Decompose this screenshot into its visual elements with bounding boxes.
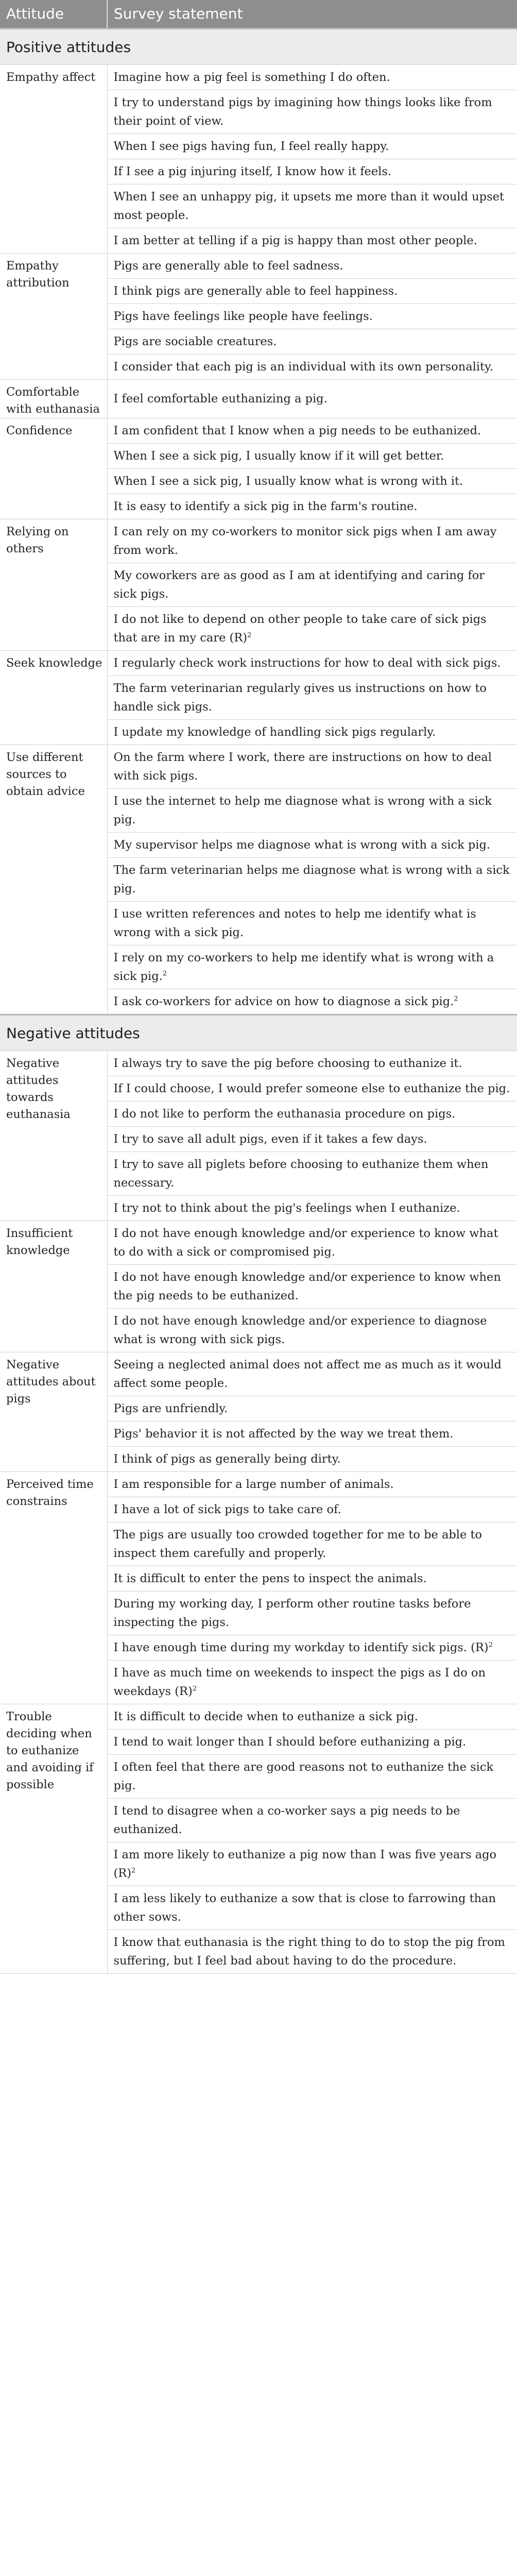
statement-text: I regularly check work instructions for how to deal with sick pigs. [113, 656, 501, 670]
attitude-category: Insufficient knowledge [0, 1221, 107, 1352]
survey-statement [107, 720, 517, 745]
statement-text: It is easy to identify a sick pig in the farm's routine. [113, 500, 418, 513]
survey-statement [107, 519, 517, 563]
attitude-category: Comfortable with euthanasia [0, 380, 107, 418]
survey-statement [107, 1660, 517, 1704]
table-row [0, 745, 517, 789]
statement-text: Imagine how a pig feel is something I do often. [113, 71, 390, 84]
attitude-category: Seek knowledge [0, 651, 107, 745]
statement-text: I always try to save the pig before choosing to euthanize it. [113, 1057, 462, 1070]
statement-text: It is difficult to enter the pens to inspect the animals. [113, 1572, 427, 1585]
statement-text: I ask co-workers for advice on how to diagnose a sick pig. [113, 995, 454, 1008]
statement-text: I can rely on my co-workers to monitor sick pigs when I am away from work. [113, 525, 497, 557]
survey-statement [107, 380, 517, 418]
survey-statement [107, 418, 517, 444]
statement-text: The pigs are usually too crowded together for me to be able to inspect them carefully and properly. [113, 1528, 482, 1560]
survey-statement [107, 789, 517, 833]
statement-text: I think pigs are generally able to feel happiness. [113, 284, 398, 298]
survey-statement [107, 1127, 517, 1152]
statement-text: During my working day, I perform other routine tasks before inspecting the pigs. [113, 1597, 471, 1629]
table-row [0, 1472, 517, 1497]
survey-statement [107, 354, 517, 380]
table-row [0, 380, 517, 418]
attitude-category: Perceived time constrains [0, 1472, 107, 1704]
statement-text: I try not to think about the pig's feelings when I euthanize. [113, 1201, 460, 1215]
footnote-marker: 2 [488, 1641, 493, 1649]
statement-text: Pigs have feelings like people have feelings. [113, 310, 373, 323]
survey-statement [107, 1704, 517, 1730]
statement-text: When I see pigs having fun, I feel really happy. [113, 140, 389, 153]
group-header-row [0, 29, 517, 65]
attitude-category: Negative attitudes about pigs [0, 1352, 107, 1472]
statement-text: I do not have enough knowledge and/or experience to diagnose what is wrong with sick pigs. [113, 1314, 487, 1346]
table-row [0, 1704, 517, 1730]
survey-statement [107, 159, 517, 184]
statement-text: I try to understand pigs by imagining how things looks like from their point of view. [113, 96, 492, 128]
survey-statement [107, 902, 517, 945]
statement-text: I do not like to perform the euthanasia procedure on pigs. [113, 1107, 456, 1121]
survey-statement [107, 1566, 517, 1591]
survey-statement [107, 134, 517, 159]
survey-statement [107, 1396, 517, 1421]
statement-text: I am responsible for a large number of animals. [113, 1478, 394, 1491]
attitude-category: Relying on others [0, 519, 107, 651]
statement-text: I try to save all adult pigs, even if it takes a few days. [113, 1132, 427, 1146]
table-row [0, 253, 517, 279]
group-header-row [0, 1015, 517, 1051]
survey-statement [107, 1265, 517, 1309]
survey-statement [107, 1152, 517, 1196]
attitude-category: Negative attitudes towards euthanasia [0, 1051, 107, 1221]
survey-statement [107, 1309, 517, 1352]
statement-text: I use written references and notes to help me identify what is wrong with a sick pig. [113, 907, 476, 939]
statement-text: I consider that each pig is an individual with its own personality. [113, 360, 493, 374]
survey-statement [107, 1842, 517, 1886]
statement-text: Pigs are sociable creatures. [113, 335, 277, 348]
table-row [0, 418, 517, 444]
survey-statement [107, 1472, 517, 1497]
statement-text: The farm veterinarian regularly gives us instructions on how to handle sick pigs. [113, 682, 487, 714]
survey-statement [107, 945, 517, 989]
statement-text: When I see a sick pig, I usually know if it will get better. [113, 449, 444, 463]
statement-text: My supervisor helps me diagnose what is wrong with a sick pig. [113, 838, 491, 852]
survey-statement [107, 858, 517, 902]
statement-text: I am more likely to euthanize a pig now than I was five years ago (R) [113, 1848, 497, 1880]
survey-statement [107, 1101, 517, 1127]
statement-text: I use the internet to help me diagnose what is wrong with a sick pig. [113, 794, 492, 826]
table-row [0, 1051, 517, 1076]
statement-text: I often feel that there are good reasons not to euthanize the sick pig. [113, 1760, 494, 1792]
survey-statement [107, 90, 517, 134]
group-title: Negative attitudes [0, 1015, 517, 1051]
survey-statement [107, 607, 517, 651]
survey-statement [107, 329, 517, 354]
survey-statement [107, 228, 517, 253]
survey-statement [107, 1352, 517, 1396]
statement-text: I think of pigs as generally being dirty. [113, 1452, 341, 1466]
survey-statement [107, 1799, 517, 1842]
survey-statement [107, 1930, 517, 1974]
statement-text: I update my knowledge of handling sick pigs regularly. [113, 725, 436, 739]
statement-text: I have enough time during my workday to identify sick pigs. (R) [113, 1641, 489, 1654]
statement-text: I try to save all piglets before choosing to euthanize them when necessary. [113, 1158, 489, 1190]
survey-statement [107, 1076, 517, 1101]
attitude-column-header: Attitude [0, 0, 107, 29]
attitude-category: Use different sources to obtain advice [0, 745, 107, 1015]
survey-statement [107, 184, 517, 228]
survey-statement [107, 676, 517, 720]
statement-text: I do not have enough knowledge and/or experience to know when the pig needs to be euthanized. [113, 1270, 501, 1302]
statement-text: I rely on my co-workers to help me identify what is wrong with a sick pig. [113, 951, 494, 983]
table-row [0, 1352, 517, 1396]
survey-statement [107, 1497, 517, 1522]
statement-text: When I see an unhappy pig, it upsets me more than it would upset most people. [113, 190, 504, 222]
attitude-category: Empathy affect [0, 65, 107, 253]
survey-statement [107, 494, 517, 519]
table-row [0, 65, 517, 90]
statement-text: Pigs are generally able to feel sadness. [113, 259, 343, 273]
statement-text: The farm veterinarian helps me diagnose what is wrong with a sick pig. [113, 863, 510, 895]
statement-text: On the farm where I work, there are instructions on how to deal with sick pigs. [113, 751, 492, 783]
survey-statement [107, 469, 517, 494]
survey-statement [107, 745, 517, 789]
footnote-marker: 2 [192, 1685, 197, 1693]
statement-text: I feel comfortable euthanizing a pig. [113, 392, 328, 405]
survey-statement [107, 1591, 517, 1635]
survey-statement [107, 1221, 517, 1265]
statement-text: I have as much time on weekends to inspect the pigs as I do on weekdays (R) [113, 1666, 486, 1698]
statement-text: Seeing a neglected animal does not affect me as much as it would affect some people. [113, 1358, 502, 1390]
survey-statement [107, 1421, 517, 1447]
table-row [0, 519, 517, 563]
statement-text: I have a lot of sick pigs to take care of. [113, 1503, 341, 1516]
statement-text: Pigs' behavior it is not affected by the way we treat them. [113, 1427, 454, 1440]
statement-text: I tend to disagree when a co-worker says a pig needs to be euthanized. [113, 1804, 460, 1836]
table-row [0, 1221, 517, 1265]
statement-text: My coworkers are as good as I am at identifying and caring for sick pigs. [113, 569, 485, 601]
table-row [0, 651, 517, 676]
statement-text: I am confident that I know when a pig needs to be euthanized. [113, 424, 481, 437]
statement-text: If I could choose, I would prefer someone else to euthanize the pig. [113, 1082, 510, 1095]
statement-text: Pigs are unfriendly. [113, 1402, 228, 1415]
statement-column-header: Survey statement [107, 0, 517, 29]
attitude-category: Empathy attribution [0, 253, 107, 380]
survey-statement [107, 833, 517, 858]
survey-statement [107, 444, 517, 469]
statement-text: It is difficult to decide when to euthanize a sick pig. [113, 1710, 418, 1723]
survey-statement [107, 1447, 517, 1472]
survey-statement [107, 1196, 517, 1221]
statement-text: When I see a sick pig, I usually know what is wrong with it. [113, 474, 463, 488]
table-body [0, 29, 517, 1974]
statement-text: I know that euthanasia is the right thing to do to stop the pig from suffering, but I feel bad about having to do the procedure. [113, 1936, 505, 1968]
survey-statement [107, 253, 517, 279]
survey-statement [107, 1522, 517, 1566]
survey-statement [107, 1886, 517, 1930]
footnote-marker: 2 [454, 995, 458, 1003]
footnote-marker: 2 [247, 631, 252, 639]
group-title: Positive attitudes [0, 29, 517, 65]
survey-statement [107, 651, 517, 676]
survey-statement [107, 989, 517, 1015]
statement-text: I do not like to depend on other people to take care of sick pigs that are in my care (R) [113, 613, 487, 645]
statement-text: I am less likely to euthanize a sow that is close to farrowing than other sows. [113, 1892, 496, 1924]
footnote-marker: 2 [131, 1867, 136, 1875]
survey-statement [107, 1635, 517, 1660]
statement-text: I am better at telling if a pig is happy than most other people. [113, 234, 477, 247]
survey-statement [107, 1051, 517, 1076]
survey-statement [107, 279, 517, 304]
survey-statement [107, 65, 517, 90]
statement-text: I tend to wait longer than I should before euthanizing a pig. [113, 1735, 467, 1749]
survey-statement [107, 304, 517, 329]
attitude-category: Trouble deciding when to euthanize and avoiding if possible [0, 1704, 107, 1974]
footnote-marker: 2 [162, 970, 167, 978]
survey-statement [107, 1730, 517, 1755]
attitude-category: Confidence [0, 418, 107, 519]
statement-text: If I see a pig injuring itself, I know how it feels. [113, 165, 392, 178]
survey-statement [107, 563, 517, 607]
statement-text: I do not have enough knowledge and/or experience to know what to do with a sick or compromised pig. [113, 1227, 498, 1259]
survey-statement [107, 1755, 517, 1799]
table-header-row [0, 0, 517, 29]
